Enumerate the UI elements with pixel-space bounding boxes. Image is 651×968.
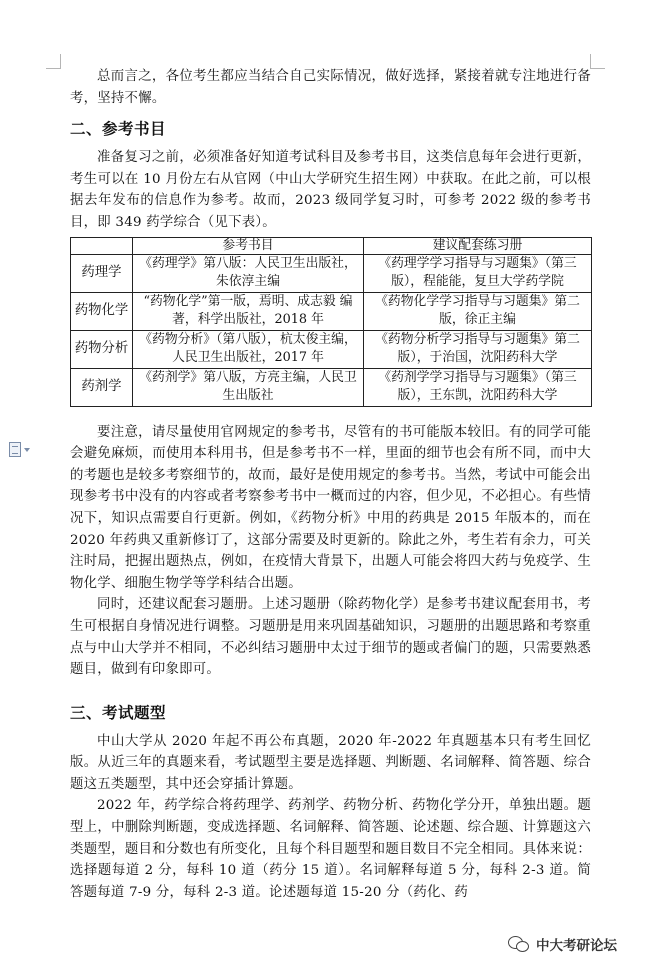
workbook-cell: 《药物化学学习指导与习题集》第二版，徐正主编: [364, 292, 592, 330]
workbook-cell: 《药剂学学习指导与习题集》（第三版），王东凯，沈阳药科大学: [364, 368, 592, 406]
book-cell: 《药剂学》第八版，方亮主编，人民卫生出版社: [133, 368, 364, 406]
book-cell: 《药物分析》（第八版），杭太俊主编， 人民卫生出版社，2017 年: [133, 330, 364, 368]
reference-notes-paragraph: 要注意，请尽量使用官网规定的参考书，尽管有的书可能版本较旧。有的同学可能会避免麻烦，而使用本科用书，但是参考书不一样，里面的细节也会有所不同，而中大的考题也是较多考察细节的，故而，最好是使用规定的参考书。当然，考试中可能会出现参考书中没有的内容或者考察参考书中一概而过的内容，但少见，不必担心。有些情况下，知识点需要自行更新。例如，《药物分析》中用的药典是 2015 年版本的，而在 2020 年药典又重新修订了，这部分需要及时更新的。除此之外，考生若有余力，可关注时局，把握出题热点，例如，在疫情大背景下，出题人可能会将四大药与免疫学、生物化学、细胞生物学等学科结合出题。: [70, 424, 591, 591]
table-header-cell: [71, 237, 133, 254]
paragraph-options[interactable]: [9, 442, 39, 458]
wechat-icon: [508, 935, 530, 953]
document-page: [70, 66, 591, 903]
workbook-cell: 《药理学学习指导与习题集》（第三版），程能能，复旦大学药学院: [364, 254, 592, 292]
table-header-cell: 建议配套练习册: [364, 237, 592, 254]
book-cell: “药物化学”第一版，焉明、成志毅 编著，科学出版社，2018 年: [133, 292, 364, 330]
table-row: [71, 368, 592, 406]
workbook-cell: 《药物分析学习指导与习题集》第二版），于治国，沈阳药科大学: [364, 330, 592, 368]
table-row: [71, 254, 592, 292]
table-row: [71, 292, 592, 330]
workbook-paragraph: 同时，还建议配套习题册。上述习题册（除药物化学）是参考书建议配套用书，考生可根据自身情况进行调整。习题册是用来巩固基础知识，习题册的出题思路和考察重点与中山大学并不相同，不必纠结习题册中太过于细节的题或者偏门的题，只需要熟悉题目，做到有印象即可。: [70, 597, 591, 678]
crop-mark-top-left: [46, 54, 61, 69]
dropdown-arrow-icon: [24, 448, 30, 452]
watermark-text: 中大考研论坛: [536, 938, 617, 954]
wechat-watermark: [508, 933, 617, 955]
book-cell: 《药理学》第八版：人民卫生出版社，朱依淳主编: [133, 254, 364, 292]
table-header-row: [71, 237, 592, 254]
subject-cell: 药物化学: [71, 292, 133, 330]
crop-mark-top-right: [590, 54, 605, 69]
reference-book-table: [70, 237, 592, 407]
subject-cell: 药物分析: [71, 330, 133, 368]
table-header-cell: 参考书目: [133, 237, 364, 254]
table-row: [71, 330, 592, 368]
subject-cell: 药剂学: [71, 368, 133, 406]
section-heading-references: 二、参考书目: [70, 120, 167, 139]
exam-history-paragraph: 中山大学从 2020 年起不再公布真题，2020 年-2022 年真题基本只有考生回忆版。从近三年的真题来看，考试题型主要是选择题、判断题、名词解释、简答题、综合题这五类题型，其中还会穿插计算题。: [70, 733, 591, 792]
intro-paragraph: 总而言之，各位考生都应当结合自己实际情况，做好选择，紧接着就专注地进行备考，坚持不懈。: [70, 69, 591, 106]
document-icon: [9, 442, 21, 457]
references-paragraph: 准备复习之前，必须准备好知道考试科目及参考书目，这类信息每年会进行更新，考生可以在 10 月份左右从官网（中山大学研究生招生网）中获取。在此之前，可以根据去年发布的信息作为参考。故而，2023 级同学复习时，可参考 2022 级的参考书目，即 349 药学综合（见下表）。: [70, 150, 591, 230]
subject-cell: 药理学: [71, 254, 133, 292]
section-heading-exam-types: 三、考试题型: [70, 703, 167, 722]
exam-2022-paragraph: 2022 年，药学综合将药理学、药剂学、药物分析、药物化学分开，单独出题。题型上，中删除判断题，变成选择题、名词解释、简答题、论述题、综合题、计算题这六类题型，题目和分数也有所变化，且每个科目题型和题目数目不完全相同。具体来说：选择题每道 2 分，每科 10 道（药分 15 道）。名词解释每道 5 分，每科 2-3 道。简答题每道 7-9 分，每科 2-3 道。论述题每道 15-20 分（药化、药: [70, 798, 591, 900]
